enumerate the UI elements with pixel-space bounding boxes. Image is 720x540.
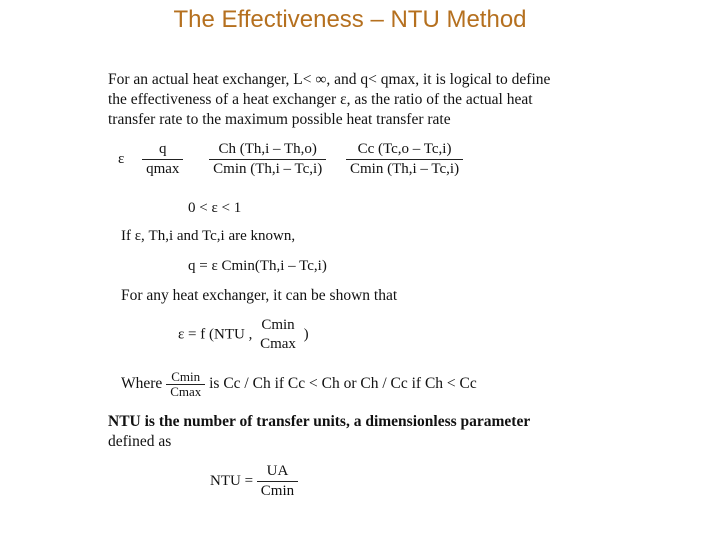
- epsilon-symbol: ε: [118, 150, 125, 167]
- fraction-numerator: Cc (Tc,o – Tc,i): [346, 140, 463, 160]
- fraction-numerator: UA: [257, 462, 298, 482]
- ntu-line-1: NTU is the number of transfer units, a dimensionless parameter: [108, 413, 531, 430]
- ntu-fraction: [257, 462, 298, 501]
- fraction-denominator: Cmin (Th,i – Tc,i): [349, 161, 460, 177]
- fraction-numerator: Cmin: [166, 370, 205, 385]
- ntu-lhs: NTU =: [210, 472, 254, 489]
- ntu-definition: [108, 412, 530, 452]
- ntu-line-2: defined as: [108, 433, 172, 450]
- fraction-hot-side: [209, 140, 326, 179]
- intro-paragraph: [108, 70, 550, 130]
- known-values-line: If ε, Th,i and Tc,i are known,: [121, 228, 296, 244]
- ntu-equation: [210, 462, 298, 501]
- slide-title: The Effectiveness – NTU Method: [173, 6, 527, 33]
- ntu-function-equation: [178, 316, 309, 354]
- fraction-q-over-qmax: [142, 140, 183, 179]
- where-rest: is Cc / Ch if Cc < Ch or Ch / Cc if Ch < Cc: [209, 375, 477, 393]
- effectiveness-equation: [118, 140, 463, 179]
- fraction-denominator: Cmax: [260, 336, 296, 352]
- function-lhs: ε = f (NTU ,: [178, 326, 253, 343]
- heat-rate-equation: q = ε Cmin(Th,i – Tc,i): [188, 258, 327, 274]
- fraction-denominator: Cmin: [260, 483, 295, 499]
- fraction-cold-side: [346, 140, 463, 179]
- fraction-numerator: Cmin: [261, 317, 295, 333]
- fraction-denominator: Cmin (Th,i – Tc,i): [213, 161, 323, 177]
- effectiveness-range: 0 < ε < 1: [188, 200, 242, 216]
- where-fraction: [166, 370, 205, 399]
- fraction-denominator: Cmax: [170, 384, 202, 399]
- fraction-numerator: q: [142, 140, 183, 160]
- fraction-denominator: qmax: [146, 161, 180, 177]
- intro-line-1: For an actual heat exchanger, L< ∞, and q< qmax, it is logical to define: [108, 71, 551, 88]
- intro-line-3: transfer rate to the maximum possible heat transfer rate: [108, 111, 451, 128]
- fraction-numerator: Ch (Th,i – Th,o): [209, 140, 326, 160]
- intro-line-2: the effectiveness of a heat exchanger ε, as the ratio of the actual heat: [108, 91, 533, 108]
- capacity-ratio-fraction: [256, 316, 300, 354]
- where-line: [121, 370, 477, 399]
- function-close: ): [303, 326, 309, 343]
- any-exchanger-line: For any heat exchanger, it can be shown that: [121, 287, 398, 304]
- where-lead: Where: [121, 375, 163, 393]
